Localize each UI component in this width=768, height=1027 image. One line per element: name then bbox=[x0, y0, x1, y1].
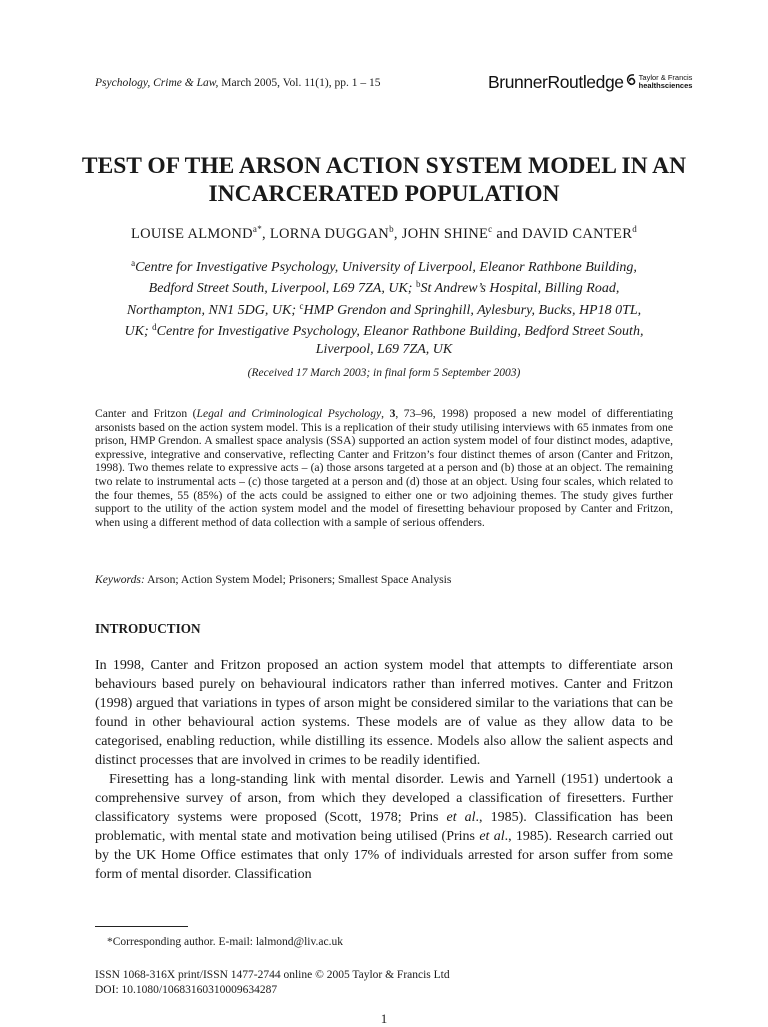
keywords-text: Arson; Action System Model; Prisoners; Smallest Space Analysis bbox=[144, 573, 452, 586]
author-separator: and bbox=[492, 226, 523, 242]
affil-text: Northampton, NN1 5DG, UK; bbox=[126, 302, 300, 318]
author-affil-mark: a* bbox=[252, 224, 263, 234]
author-name: JOHN SHINE bbox=[401, 226, 489, 242]
abstract bbox=[95, 407, 673, 529]
author-affil-mark: d bbox=[632, 224, 637, 234]
affil-text: HMP Grendon and Springhill, Aylesbury, Bucks, HP18 0TL, bbox=[303, 302, 642, 318]
abstract-volume: 3 bbox=[389, 407, 396, 420]
paragraph-text: Firesetting has a long-standing link with mental disorder. Lewis and Yarnell (1951) undertook a comprehensive survey of arson, from which they developed a classification of firesetters. Further classificatory systems were proposed (Scott, 1978; Prins bbox=[95, 772, 673, 825]
affil-text: Bedford Street South, Liverpool, L69 7ZA, UK; bbox=[148, 281, 416, 297]
paragraph: In 1998, Canter and Fritzon proposed an action system model that attempts to differentiate arson behaviours based purely on behavioural indicators rather than inferred motives. Canter and Fritzon (1998) argued that variations in types of arson might be considered similar to the variations that can be found in other behavioural action systems. These models are of value as they allow data to be categorised, enabling reduction, while distilling its essence. Models also allow the salient aspects and distinct processes that are involved in crimes to be readily identified. bbox=[95, 658, 673, 768]
abstract-text: Canter and Fritzon ( bbox=[95, 407, 197, 420]
author-separator: , bbox=[262, 226, 270, 242]
publisher-sub-line1: Taylor & Francis bbox=[638, 73, 693, 82]
doi-line: DOI: 10.1080/10683160310009634287 bbox=[95, 984, 278, 996]
title-line2: INCARCERATED POPULATION bbox=[208, 181, 560, 207]
affiliation-line bbox=[94, 319, 674, 340]
paragraph-text-italic: et al bbox=[446, 810, 476, 825]
author-affil-mark: b bbox=[389, 224, 394, 234]
issn-block bbox=[95, 968, 450, 998]
received-dates: (Received 17 March 2003; in final form 5 September 2003) bbox=[247, 367, 521, 379]
abstract-text: , bbox=[381, 407, 390, 420]
affiliation-line bbox=[94, 341, 674, 358]
publisher-name: BrunnerRoutledge bbox=[488, 71, 624, 92]
publisher-logo bbox=[488, 70, 692, 94]
author-list bbox=[80, 224, 688, 243]
publisher-sub-line2: healthsciences bbox=[638, 81, 693, 90]
page-number: 1 bbox=[380, 1011, 388, 1026]
author-separator: , bbox=[393, 226, 402, 242]
paragraph-text: ., 1985). Research carried out by the UK Home Office estimates that only 17% of individuals arrested for arson suffer from some form of mental disorder. Classification bbox=[95, 829, 673, 882]
author-name: LORNA DUGGAN bbox=[269, 226, 390, 242]
abstract-text: , 73–96, 1998) proposed a new model of differentiating arsonists based on the action system model. This is a replication of their study utilising interviews with 65 inmates from one prison, HMP Grendon. A smallest space analysis (SSA) supported an action system model of four distinct modes, adaptive, expressive, integrative and conservative, reflecting Canter and Fritzon’s four distinct themes of arson (Canter and Fritzon, 1998). Two themes relate to expressive acts – (a) those arsons targeted at a person and (b) those at an object. The remaining two relate to instrumental acts – (c) those targeted at a person and (d) those at an object. Using four scales, which related to the four themes, 55 (85%) of the acts could be assigned to either one or two adjoining themes. The study gives further support to the utility of the action system model and the model of firesetting behaviour proposed by Canter and Fritzon, when using a different method of data collection with a sample of serious offenders. bbox=[95, 407, 673, 529]
affil-mark: a bbox=[131, 258, 136, 268]
affiliations bbox=[94, 255, 674, 358]
journal-name: Psychology, Crime & Law, bbox=[95, 77, 219, 89]
keywords-label: Keywords: bbox=[95, 573, 145, 586]
affil-text: St Andrew’s Hospital, Billing Road, bbox=[420, 281, 620, 297]
author-affil-mark: c bbox=[488, 224, 493, 234]
article-title bbox=[80, 152, 688, 208]
swirl-icon bbox=[625, 73, 637, 92]
body-text bbox=[95, 656, 673, 884]
affil-mark: c bbox=[299, 300, 304, 311]
footnote: *Corresponding author. E-mail: lalmond@liv.ac.uk bbox=[107, 936, 343, 948]
affiliation-line bbox=[94, 276, 674, 297]
publisher-subtitle bbox=[639, 74, 693, 90]
paragraph bbox=[95, 770, 673, 884]
affil-text: Centre for Investigative Psychology, University of Liverpool, Eleanor Rathbone Building, bbox=[135, 260, 637, 275]
affil-text: Liverpool, L69 7ZA, UK bbox=[315, 341, 453, 357]
affil-text: UK; bbox=[124, 324, 153, 340]
footnote-rule bbox=[95, 926, 188, 927]
author-name: DAVID CANTER bbox=[522, 226, 633, 242]
affil-mark: b bbox=[415, 279, 421, 290]
paragraph-text-italic: et al bbox=[479, 829, 505, 844]
keywords bbox=[95, 573, 451, 586]
affil-text: Centre for Investigative Psychology, Eleanor Rathbone Building, Bedford Street South, bbox=[156, 324, 644, 340]
title-line1: TEST OF THE ARSON ACTION SYSTEM MODEL IN AN bbox=[81, 153, 687, 179]
issn-line: ISSN 1068-316X print/ISSN 1477-2744 online © 2005 Taylor & Francis Ltd bbox=[95, 969, 450, 981]
author-name: LOUISE ALMOND bbox=[130, 226, 253, 242]
paragraph-text: ., 1985). Classification has been problematic, with mental state and motivation being utilised (Prins bbox=[95, 810, 673, 844]
journal-issue: March 2005, Vol. 11(1), pp. 1 – 15 bbox=[218, 77, 381, 89]
affil-mark: d bbox=[152, 322, 157, 333]
section-heading: INTRODUCTION bbox=[95, 621, 201, 636]
journal-citation bbox=[95, 77, 380, 89]
abstract-journal-ref: Legal and Criminological Psychology bbox=[196, 407, 382, 420]
affiliation-line bbox=[94, 255, 674, 276]
affiliation-line bbox=[94, 298, 674, 319]
